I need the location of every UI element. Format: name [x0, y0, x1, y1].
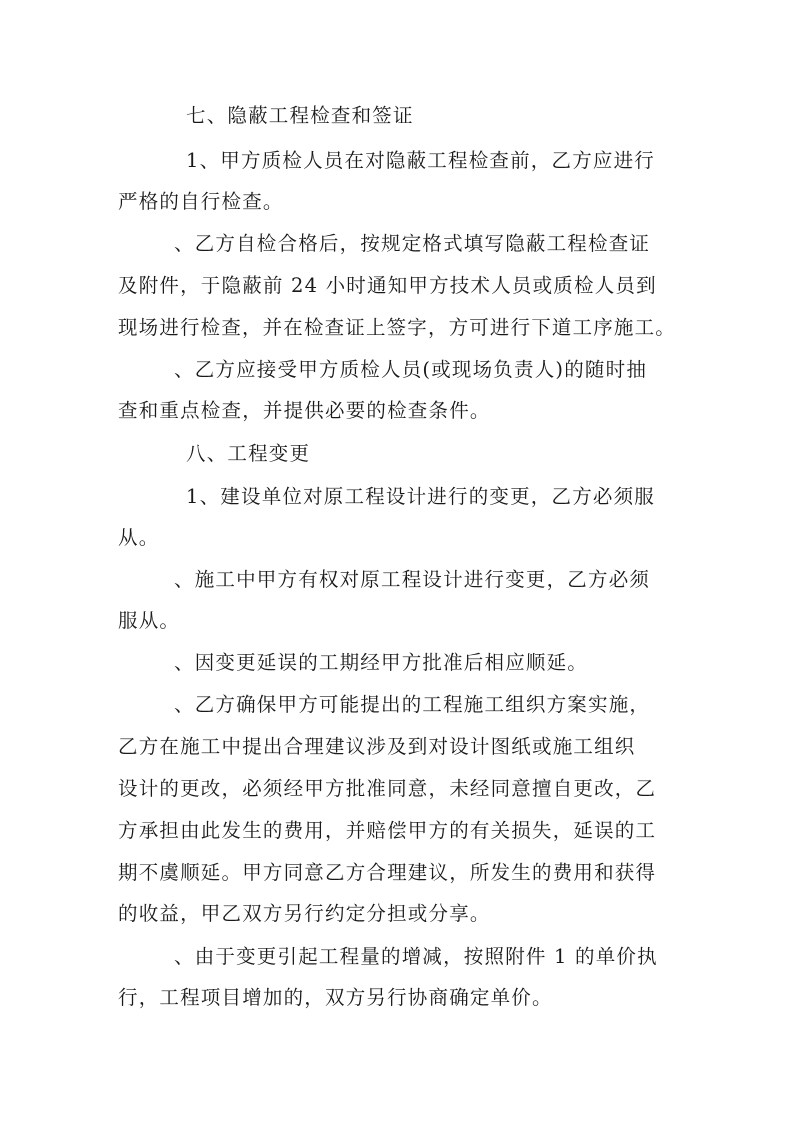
section-heading: 八、工程变更: [186, 442, 311, 465]
paragraph-line: 、由于变更引起工程量的增减，按照附件 1 的单价执: [174, 945, 658, 968]
paragraph-line: 行，工程项目增加的，双方另行协商确定单价。: [118, 986, 553, 1009]
section-heading: 七、隐蔽工程检查和签证: [186, 104, 414, 127]
paragraph-line: 、乙方应接受甲方质检人员(或现场负责人)的随时抽: [174, 358, 648, 381]
paragraph-line: 服从。: [118, 609, 181, 632]
paragraph-line: 的收益，甲乙双方另行约定分担或分享。: [118, 902, 491, 925]
paragraph-line: 、因变更延误的工期经甲方批准后相应顺延。: [174, 651, 589, 674]
paragraph-line: 设计的更改，必须经甲方批准同意，未经同意擅自更改，乙: [118, 777, 657, 800]
paragraph-line: 查和重点检查，并提供必要的检查条件。: [118, 399, 491, 422]
paragraph-line: 、施工中甲方有权对原工程设计进行变更，乙方必须: [174, 568, 651, 591]
paragraph-line: 现场进行检查，并在检查证上签字，方可进行下道工序施工。: [118, 316, 676, 339]
paragraph-line: 、乙方自检合格后，按规定格式填写隐蔽工程检查证: [174, 232, 651, 255]
paragraph-line: 严格的自行检查。: [118, 190, 284, 213]
paragraph-line: 1、建设单位对原工程设计进行的变更，乙方必须服: [186, 485, 656, 508]
paragraph-line: 1、甲方质检人员在对隐蔽工程检查前，乙方应进行: [186, 149, 656, 172]
paragraph-line: 期不虞顺延。甲方同意乙方合理建议，所发生的费用和获得: [118, 861, 657, 884]
paragraph-line: 从。: [118, 526, 160, 549]
paragraph-line: 乙方在施工中提出合理建议涉及到对设计图纸或施工组织: [118, 735, 636, 758]
paragraph-line: 及附件，于隐蔽前 24 小时通知甲方技术人员或质检人员到: [118, 274, 657, 297]
paragraph-line: 方承担由此发生的费用，并赔偿甲方的有关损失，延误的工: [118, 819, 657, 842]
paragraph-line: 、乙方确保甲方可能提出的工程施工组织方案实施，: [174, 693, 651, 716]
